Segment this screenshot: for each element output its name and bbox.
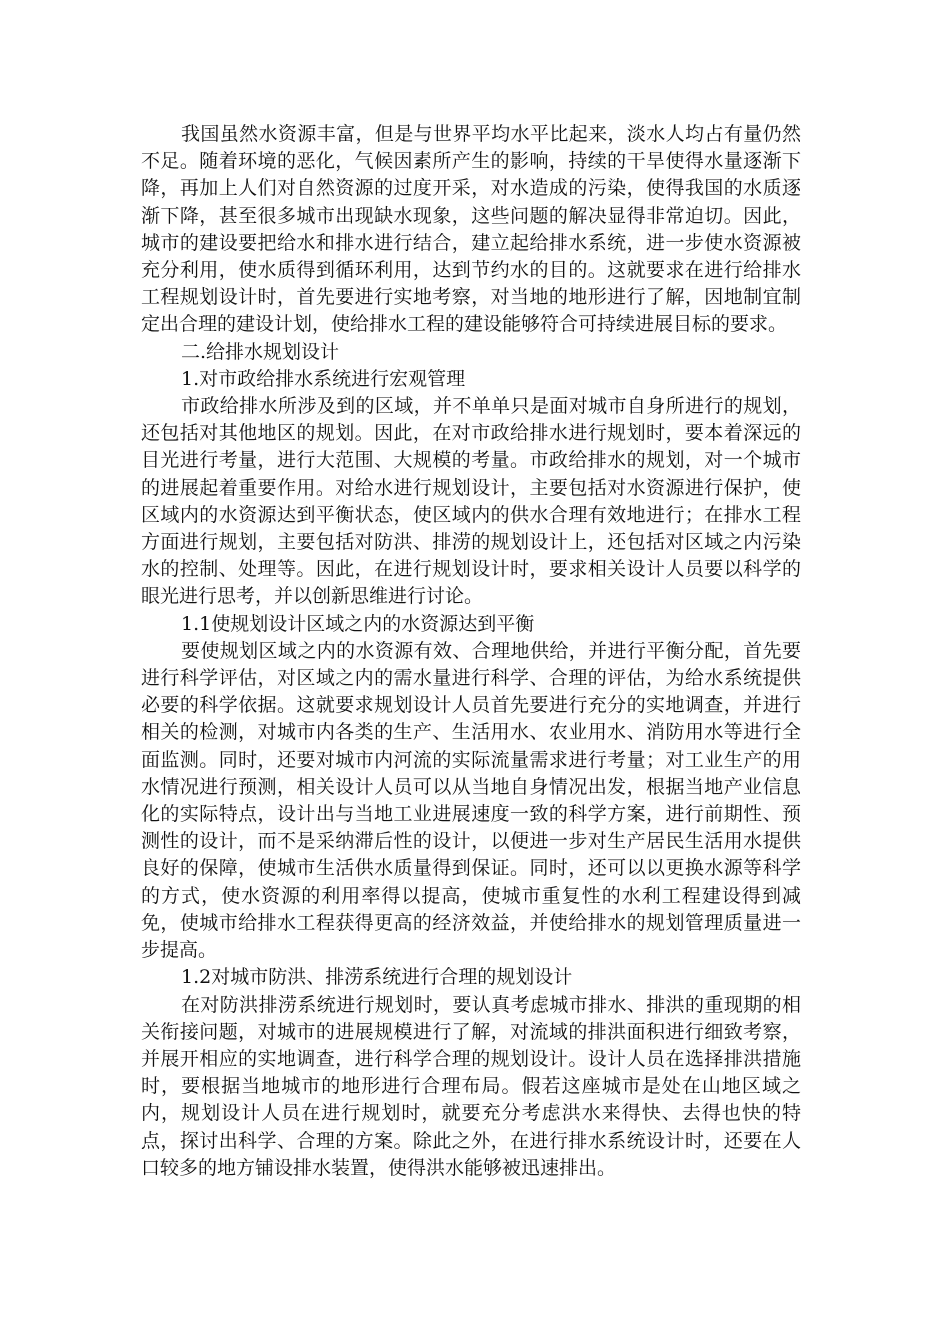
intro-paragraph: 我国虽然水资源丰富，但是与世界平均水平比起来，淡水人均占有量仍然不足。随着环境的恶化，气候因素所产生的影响，持续的干旱使得水量逐渐下降，再加上人们对自然资源的过度开采，对水造成的污染，使得我国的水质逐渐下降，甚至很多城市出现缺水现象，这些问题的解决显得非常迫切。因此，城市的建设要把给水和排水进行结合，建立起给排水系统，进一步使水资源被充分利用，使水质得到循环利用，达到节约水的目的。这就要求在进行给排水工程规划设计时，首先要进行实地考察，对当地的地形进行了解，因地制宜制定出合理的建设计划，使给排水工程的建设能够符合可持续进展目标的要求。 (141, 123, 801, 336)
body-paragraph: 要使规划区域之内的水资源有效、合理地供给，并进行平衡分配，首先要进行科学评估，对区域之内的需水量进行科学、合理的评估，为给水系统提供必要的科学依据。这就要求规划设计人员首先要进行充分的实地调查，并进行相关的检测，对城市内各类的生产、生活用水、农业用水、消防用水等进行全面监测。同时，还要对城市内河流的实际流量需求进行考量；对工业生产的用水情况进行预测，相关设计人员可以从当地自身情况出发，根据当地产业信息化的实际特点，设计出与当地工业进展速度一致的科学方案，进行前期性、预测性的设计，而不是采纳滞后性的设计，以便进一步对生产居民生活用水提供良好的保障，使城市生活供水质量得到保证。同时，还可以以更换水源等科学的方式，使水资源的利用率得以提高，使城市重复性的水利工程建设得到减免，使城市给排水工程获得更高的经济效益，并使给排水的规划管理质量进一步提高。 (141, 639, 801, 962)
document-page (141, 121, 801, 1182)
body-paragraph: 在对防洪排涝系统进行规划时，要认真考虑城市排水、排洪的重现期的相关衔接问题，对城市的进展规模进行了解，对流域的排洪面积进行细致考察，并展开相应的实地调查，进行科学合理的规划设计。设计人员在选择排洪措施时，要根据当地城市的地形进行合理布局。假若这座城市是处在山地区域之内，规划设计人员在进行规划时，就要充分考虑洪水来得快、去得也快的特点，探讨出科学、合理的方案。除此之外，在进行排水系统设计时，还要在人口较多的地方铺设排水装置，使得洪水能够被迅速排出。 (141, 993, 801, 1179)
subsection-heading: 1.2对城市防洪、排涝系统进行合理的规划设计 (181, 966, 573, 989)
body-paragraph: 市政给排水所涉及到的区域，并不单单只是面对城市自身所进行的规划，还包括对其他地区的规划。因此，在对市政给排水进行规划时，要本着深远的目光进行考量，进行大范围、大规模的考量。市政给排水的规划，对一个城市的进展起着重要作用。对给水进行规划设计，主要包括对水资源进行保护，使区域内的水资源达到平衡状态，使区域内的供水合理有效地进行；在排水工程方面进行规划，主要包括对防洪、排涝的规划设计上，还包括对区域之内污染水的控制、处理等。因此，在进行规划设计时，要求相关设计人员要以科学的眼光进行思考，并以创新思维进行讨论。 (141, 395, 801, 608)
subsection-heading: 1.对市政给排水系统进行宏观管理 (181, 367, 466, 390)
section-heading: 二.给排水规划设计 (181, 340, 340, 363)
subsection-heading: 1.1使规划设计区域之内的水资源达到平衡 (181, 612, 535, 635)
